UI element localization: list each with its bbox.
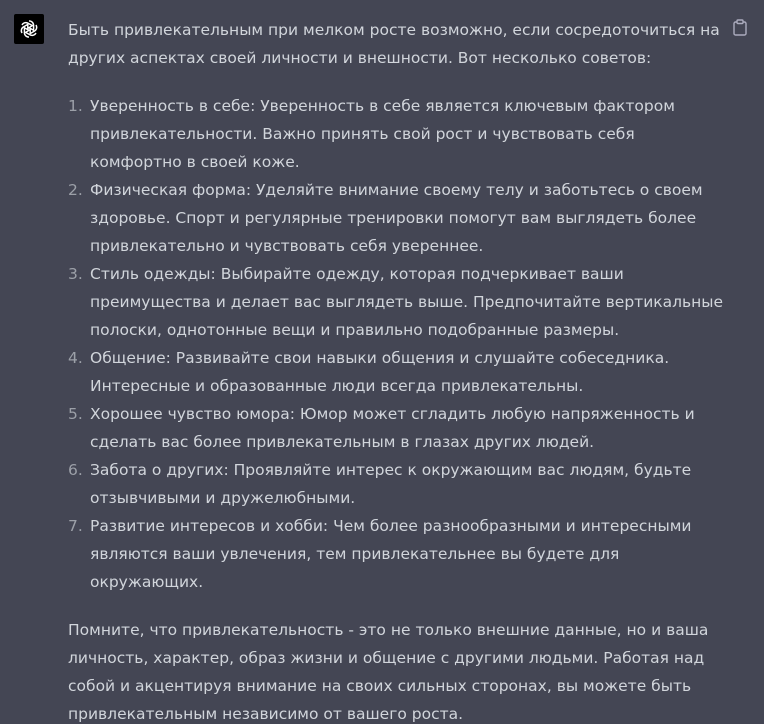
- assistant-message: [68, 16, 728, 724]
- list-item-number: 3.: [68, 265, 83, 283]
- list-item-number: 1.: [68, 97, 83, 115]
- list-item-text: Общение: Развивайте свои навыки общения и слушайте собеседника. Интересные и образованные люди всегда привлекательны.: [90, 349, 670, 395]
- list-item-text: Физическая форма: Уделяйте внимание своему телу и заботьтесь о своем здоровье. Спорт и регулярные тренировки помогут вам выглядеть более привлекательно и чувствовать себя увереннее.: [90, 181, 703, 255]
- list-item: [68, 92, 728, 176]
- clipboard-icon: [733, 19, 747, 36]
- list-item: [68, 344, 728, 400]
- list-item-number: 4.: [68, 349, 83, 367]
- list-item-number: 2.: [68, 181, 83, 199]
- copy-button[interactable]: [731, 17, 749, 37]
- list-item-text: Стиль одежды: Выбирайте одежду, которая подчеркивает ваши преимущества и делает вас выглядеть выше. Предпочитайте вертикальные полоски, однотонные вещи и правильно подобранные размеры.: [90, 265, 724, 339]
- list-item-number: 5.: [68, 405, 83, 423]
- list-item: [68, 260, 728, 344]
- list-item-text: Хорошее чувство юмора: Юмор может сгладить любую напряженность и сделать вас более привлекательным в глазах других людей.: [90, 405, 695, 451]
- list-item: [68, 176, 728, 260]
- message-outro: Помните, что привлекательность - это не только внешние данные, но и ваша личность, характер, образ жизни и общение с другими людьми. Работая над собой и акцентируя внимание на своих сильных сторонах, вы можете быть привлекательным независимо от вашего роста.: [68, 621, 709, 723]
- list-item-number: 6.: [68, 461, 83, 479]
- list-item-text: Развитие интересов и хобби: Чем более разнообразными и интересными являются ваши увлечения, тем привлекательнее вы будете для окружающих.: [90, 517, 692, 591]
- list-item: [68, 456, 728, 512]
- message-intro: Быть привлекательным при мелком росте возможно, если сосредоточиться на других аспектах своей личности и внешности. Вот несколько советов:: [68, 21, 720, 67]
- tips-list: [68, 92, 728, 596]
- assistant-avatar: [14, 14, 44, 44]
- list-item: [68, 400, 728, 456]
- list-item: [68, 512, 728, 596]
- list-item-number: 7.: [68, 517, 83, 535]
- openai-logo-icon: [18, 18, 40, 40]
- list-item-text: Уверенность в себе: Уверенность в себе является ключевым фактором привлекательности. Важно принять свой рост и чувствовать себя комфортно в своей коже.: [90, 97, 675, 171]
- list-item-text: Забота о других: Проявляйте интерес к окружающим вас людям, будьте отзывчивыми и дружелюбными.: [90, 461, 692, 507]
